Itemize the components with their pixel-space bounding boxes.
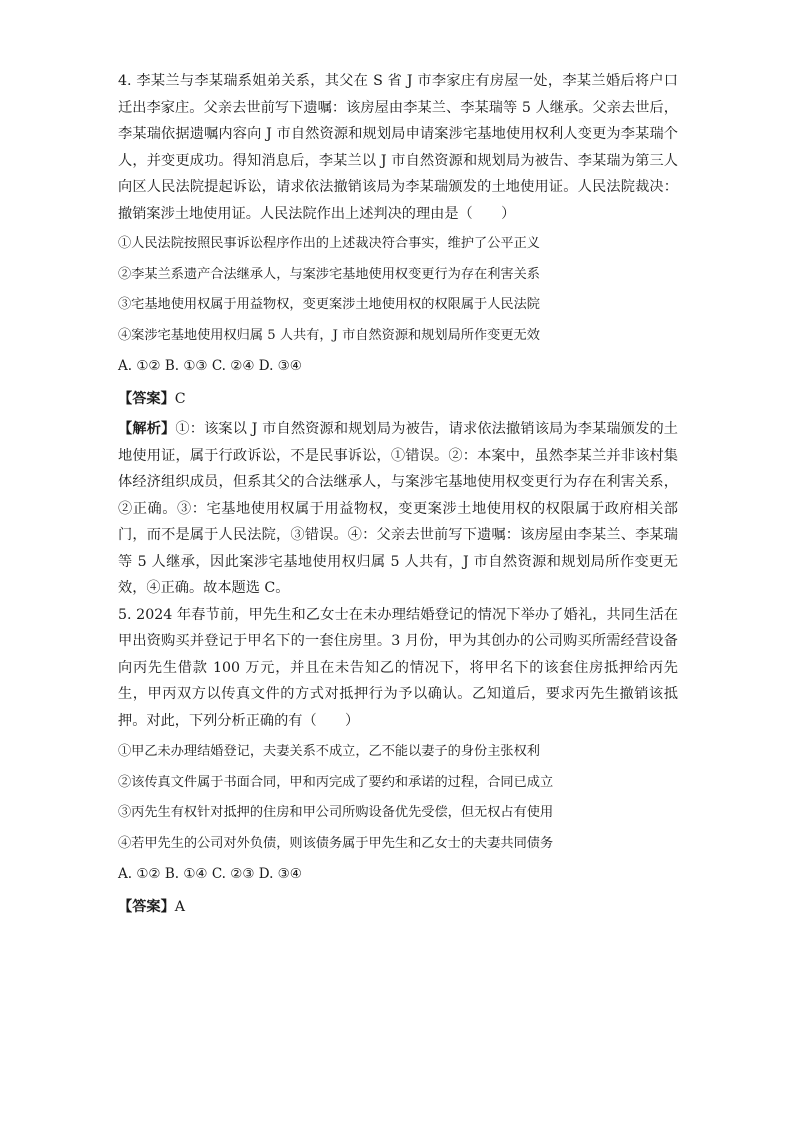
answer-value: A: [174, 899, 186, 915]
question-4-option-2: ②李某兰系遗产合法继承人，与案涉宅基地使用权变更行为存在利害关系: [118, 266, 540, 282]
question-5-choices: A. ①② B. ①④ C. ②③ D. ③④: [118, 866, 302, 882]
analysis-text: ①：该案以 J 市自然资源和规划局为被告，请求依法撤销该局为李某瑞颁发的土地使用证，属于行政诉讼，不是民事诉讼，①错误。②：本案中，虽然李某兰并非该村集体经济组织成员，但系其父的合法继承人，与案涉宅基地使用权变更行为存在利害关系，②正确。③：宅基地使用权属于用益物权，变更案涉土地使用权的权限属于政府相关部门，而不是属于人民法院，③错误。④：父亲去世前写下遗嘱：该房屋由李某兰、李某瑞等 5 人继承，因此案涉宅基地使用权归属 5 人共有，J 市自然资源和规划局所作变更无效，④正确。故本题选 C。: [118, 421, 678, 596]
answer-label: 【答案】: [118, 899, 175, 915]
question-5-option-3: ③丙先生有权针对抵押的住房和甲公司所购设备优先受偿，但无权占有使用: [118, 805, 554, 820]
question-5-option-4: ④若甲先生的公司对外负债，则该债务属于甲先生和乙女士的夫妻共同债务: [118, 835, 554, 851]
question-5: [118, 602, 678, 921]
answer-value: C: [174, 391, 186, 407]
analysis-label: 【解析】: [118, 421, 176, 437]
question-4-analysis: [118, 416, 678, 602]
question-4-stem: 4. 李某兰与李某瑞系姐弟关系，其父在 S 省 J 市李家庄有房屋一处，李某兰婚后将户口迁出李家庄。父亲去世前写下遗嘱：该房屋由李某兰、李某瑞等 5 人继承。父亲去世后，李某瑞依据遗嘱内容向 J 市自然资源和规划局申请案涉宅基地使用权利人变更为李某瑞个人，并变更成功。得知消息后，李某兰以 J 市自然资源和规划局为被告、李某瑞为第三人向区人民法院提起诉讼，请求依法撤销该局为李某瑞颁发的土地使用证。人民法院裁决：撤销案涉土地使用证。人民法院作出上述判决的理由是（ ）: [118, 73, 678, 222]
question-4-option-1: ①人民法院按照民事诉讼程序作出的上述裁决符合事实，维护了公平正义: [118, 236, 540, 251]
question-4: [118, 68, 678, 602]
answer-label: 【答案】: [118, 391, 175, 407]
question-5-option-1: ①甲乙未办理结婚登记，夫妻关系不成立，乙不能以妻子的身份主张权利: [118, 744, 540, 759]
question-4-option-3: ③宅基地使用权属于用益物权，变更案涉土地使用权的权限属于人民法院: [118, 297, 540, 312]
question-4-option-4: ④案涉宅基地使用权归属 5 人共有，J 市自然资源和规划局所作变更无效: [118, 327, 540, 343]
question-5-answer: [118, 894, 678, 920]
question-4-choices: A. ①② B. ①③ C. ②④ D. ③④: [118, 358, 302, 374]
document-page: [118, 68, 678, 924]
question-4-answer: [118, 386, 678, 412]
question-5-stem: 5. 2024 年春节前，甲先生和乙女士在未办理结婚登记的情况下举办了婚礼，共同生活在甲出资购买并登记于甲名下的一套住房里。3 月份，甲为其创办的公司购买所需经营设备向丙先生借款 100 万元，并且在未告知乙的情况下，将甲名下的该套住房抵押给丙先生，甲丙双方以传真文件的方式对抵押行为予以确认。乙知道后，要求丙先生撤销该抵押。对此，下列分析正确的有（ ）: [118, 606, 678, 729]
question-5-option-2: ②该传真文件属于书面合同，甲和丙完成了要约和承诺的过程，合同已成立: [118, 774, 554, 790]
